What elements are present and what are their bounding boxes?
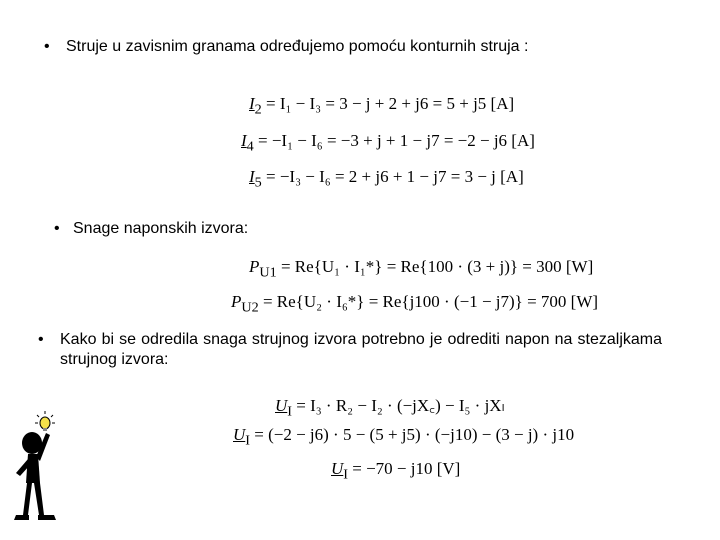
bullet-text: Struje u zavisnim granama određujemo pomoću konturnih struja : bbox=[66, 38, 529, 55]
bullet-dot: • bbox=[44, 38, 50, 55]
equation-lhs: P bbox=[231, 292, 242, 311]
equation-rhs: = (−2 − j6) · 5 − (5 + j5) · (−j10) − (3 − j) · j10 bbox=[254, 425, 575, 444]
equation-lhs: I bbox=[249, 167, 255, 186]
equation-lhs: U bbox=[331, 459, 344, 478]
equation-rhs: = −I₃ − I₆ = 2 + j6 + 1 − j7 = 3 − j [A] bbox=[266, 167, 524, 186]
equation-lhs: I bbox=[249, 94, 255, 113]
equation-u1-c bbox=[331, 458, 460, 485]
equation-lhs-sub: 4 bbox=[246, 138, 254, 155]
equation-i4 bbox=[241, 130, 535, 157]
equation-lhs-sub: 2 bbox=[254, 101, 262, 118]
equation-rhs: = −70 − j10 [V] bbox=[352, 459, 461, 478]
bullet-dot: • bbox=[38, 331, 44, 348]
equation-i2 bbox=[249, 93, 514, 120]
equation-lhs-sub: U2 bbox=[241, 299, 259, 316]
bullet-dot: • bbox=[54, 220, 60, 237]
equation-lhs: U bbox=[233, 425, 246, 444]
bullet-current-source bbox=[38, 330, 662, 370]
equation-rhs: = Re{U₂ · I₆*} = Re{j100 · (−1 − j7)} = 700 [W] bbox=[262, 292, 599, 311]
equation-pu2 bbox=[231, 291, 598, 318]
equation-rhs: = Re{U₁ · I₁*} = Re{100 · (3 + j)} = 300 [W] bbox=[280, 257, 594, 276]
equation-lhs: P bbox=[249, 257, 260, 276]
equation-lhs: U bbox=[275, 396, 288, 415]
equation-lhs-sub: I bbox=[343, 466, 348, 483]
bullet-currents bbox=[44, 37, 664, 57]
lightbulb-icon bbox=[35, 411, 55, 431]
equation-rhs: = I₁ − I₃ = 3 − j + 2 + j6 = 5 + j5 [A] bbox=[266, 94, 515, 113]
equation-rhs: = −I₁ − I₆ = −3 + j + 1 − j7 = −2 − j6 [A] bbox=[258, 131, 535, 150]
equation-u1-b bbox=[233, 424, 574, 451]
idea-figure-clipart bbox=[10, 403, 70, 525]
bullet-text: Snage naponskih izvora: bbox=[73, 220, 249, 237]
equation-rhs: = I₃ · R₂ − I₂ · (−jX꜀) − I₅ · jXₗ bbox=[296, 396, 505, 415]
equation-lhs-sub: I bbox=[245, 432, 250, 449]
equation-lhs: I bbox=[241, 131, 247, 150]
equation-lhs-sub: I bbox=[287, 403, 292, 420]
equation-pu1 bbox=[249, 256, 593, 283]
stick-figure bbox=[14, 432, 56, 520]
bullet-source-power bbox=[54, 219, 654, 239]
equation-lhs-sub: 5 bbox=[254, 174, 262, 191]
equation-lhs-sub: U1 bbox=[259, 264, 277, 281]
bullet-text: Kako bi se odredila snaga strujnog izvora potrebno je odrediti napon na stezaljkama strujnog izvora: bbox=[60, 331, 662, 368]
equation-i5 bbox=[249, 166, 524, 193]
equation-u1-a bbox=[275, 395, 504, 422]
